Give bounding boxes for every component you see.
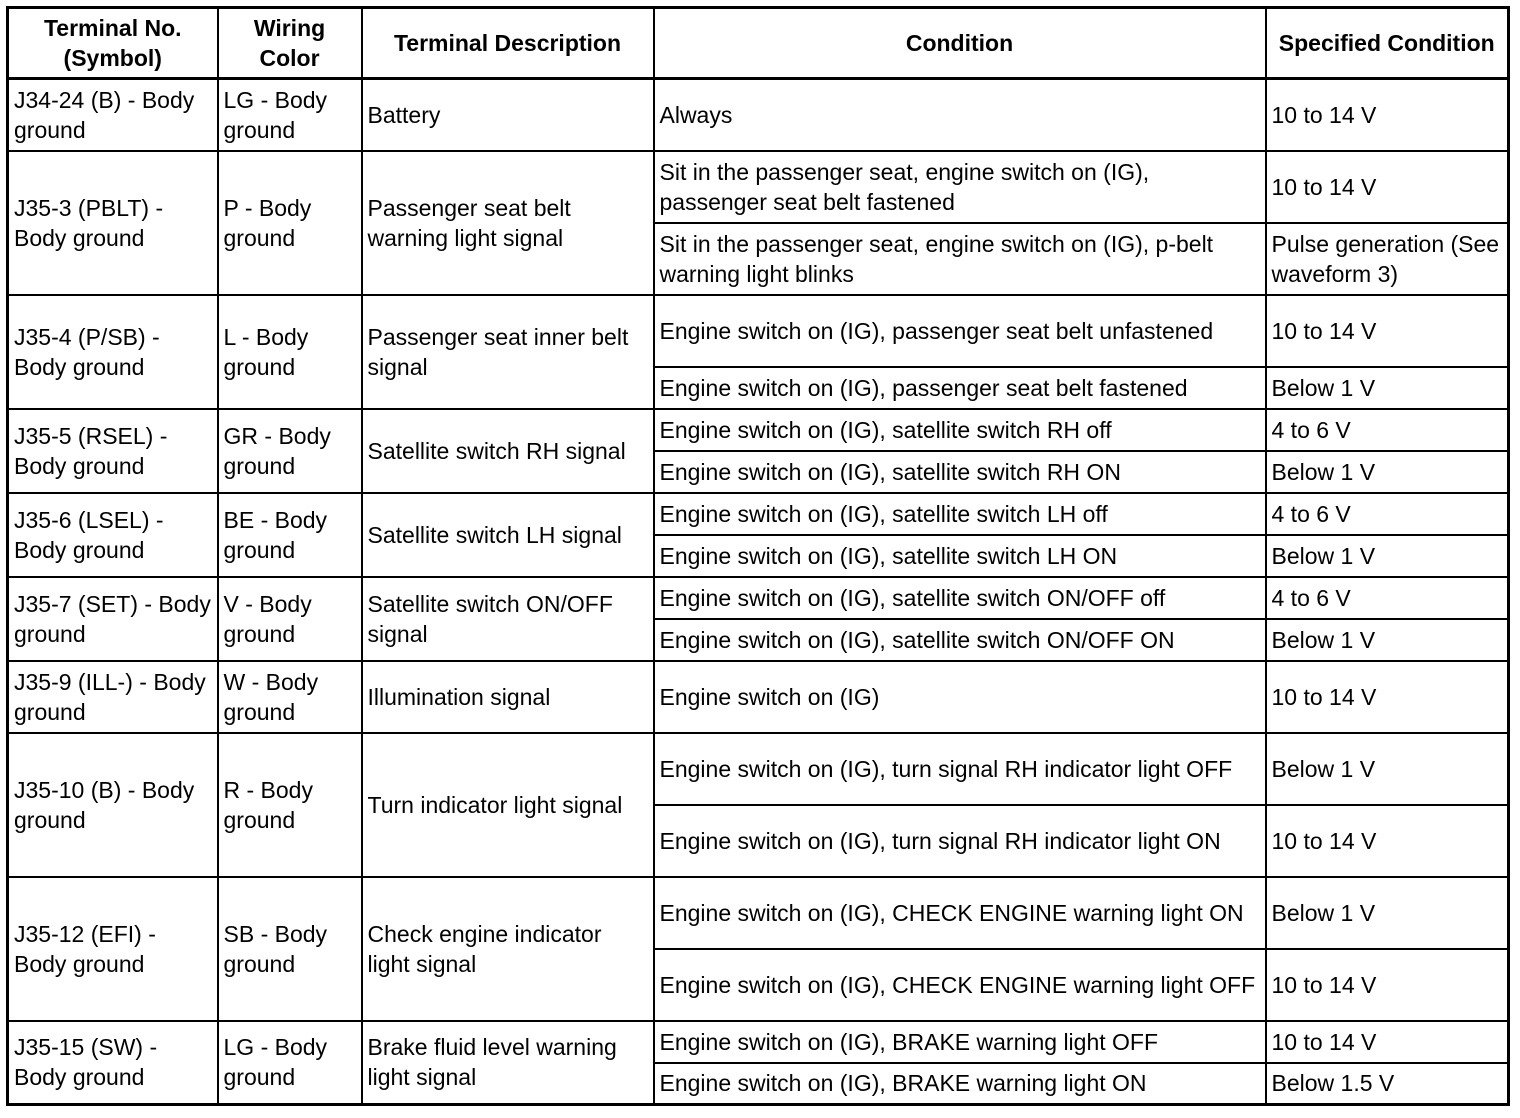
specified-condition-cell: 4 to 6 V <box>1266 577 1509 619</box>
specified-condition-cell: 4 to 6 V <box>1266 493 1509 535</box>
condition-cell: Engine switch on (IG), passenger seat belt unfastened <box>654 295 1266 367</box>
header-specified-condition: Specified Condition <box>1266 8 1509 79</box>
condition-cell: Engine switch on (IG), BRAKE warning light OFF <box>654 1021 1266 1063</box>
specified-condition-cell: 10 to 14 V <box>1266 1021 1509 1063</box>
table-row <box>8 295 1509 367</box>
table-row <box>8 493 1509 535</box>
terminal-description-cell: Turn indicator light signal <box>362 733 654 877</box>
specified-condition-cell: Below 1 V <box>1266 535 1509 577</box>
terminal-description-cell: Satellite switch RH signal <box>362 409 654 493</box>
header-row <box>8 8 1509 79</box>
specified-condition-cell: 10 to 14 V <box>1266 805 1509 877</box>
terminal-description-cell: Illumination signal <box>362 661 654 733</box>
condition-cell: Always <box>654 79 1266 151</box>
terminal-description-cell: Battery <box>362 79 654 151</box>
condition-cell: Sit in the passenger seat, engine switch on (IG), passenger seat belt fastened <box>654 151 1266 223</box>
specified-condition-cell: 10 to 14 V <box>1266 661 1509 733</box>
terminal-description-cell: Satellite switch ON/OFF signal <box>362 577 654 661</box>
specified-condition-cell: Below 1.5 V <box>1266 1063 1509 1105</box>
table-row <box>8 409 1509 451</box>
header-terminal: Terminal No. (Symbol) <box>8 8 218 79</box>
wiring-color-cell: P - Body ground <box>218 151 362 295</box>
terminal-description-cell: Check engine indicator light signal <box>362 877 654 1021</box>
terminal-cell: J35-10 (B) - Body ground <box>8 733 218 877</box>
condition-cell: Engine switch on (IG), turn signal RH indicator light OFF <box>654 733 1266 805</box>
specified-condition-cell: 10 to 14 V <box>1266 79 1509 151</box>
wiring-color-cell: L - Body ground <box>218 295 362 409</box>
specified-condition-cell: Below 1 V <box>1266 451 1509 493</box>
table-row <box>8 79 1509 151</box>
condition-cell: Engine switch on (IG), satellite switch LH off <box>654 493 1266 535</box>
wiring-color-cell: V - Body ground <box>218 577 362 661</box>
terminal-cell: J35-7 (SET) - Body ground <box>8 577 218 661</box>
terminal-description-cell: Passenger seat belt warning light signal <box>362 151 654 295</box>
spec-table-wrapper <box>6 6 1510 1106</box>
terminal-description-cell: Brake fluid level warning light signal <box>362 1021 654 1105</box>
condition-cell: Engine switch on (IG), CHECK ENGINE warning light OFF <box>654 949 1266 1021</box>
wiring-color-cell: LG - Body ground <box>218 1021 362 1105</box>
specified-condition-cell: 4 to 6 V <box>1266 409 1509 451</box>
condition-cell: Engine switch on (IG), satellite switch LH ON <box>654 535 1266 577</box>
table-row <box>8 151 1509 223</box>
terminal-cell: J35-15 (SW) - Body ground <box>8 1021 218 1105</box>
wiring-color-cell: SB - Body ground <box>218 877 362 1021</box>
condition-cell: Engine switch on (IG) <box>654 661 1266 733</box>
specified-condition-cell: Below 1 V <box>1266 367 1509 409</box>
specified-condition-cell: Below 1 V <box>1266 877 1509 949</box>
header-condition: Condition <box>654 8 1266 79</box>
wiring-color-cell: LG - Body ground <box>218 79 362 151</box>
condition-cell: Sit in the passenger seat, engine switch on (IG), p-belt warning light blinks <box>654 223 1266 295</box>
terminal-description-cell: Passenger seat inner belt signal <box>362 295 654 409</box>
terminal-cell: J35-9 (ILL-) - Body ground <box>8 661 218 733</box>
condition-cell: Engine switch on (IG), satellite switch ON/OFF off <box>654 577 1266 619</box>
terminal-cell: J35-12 (EFI) - Body ground <box>8 877 218 1021</box>
specified-condition-cell: Below 1 V <box>1266 619 1509 661</box>
condition-cell: Engine switch on (IG), satellite switch RH off <box>654 409 1266 451</box>
table-row <box>8 661 1509 733</box>
condition-cell: Engine switch on (IG), satellite switch ON/OFF ON <box>654 619 1266 661</box>
wiring-color-cell: W - Body ground <box>218 661 362 733</box>
wiring-color-cell: R - Body ground <box>218 733 362 877</box>
header-wiring-color: Wiring Color <box>218 8 362 79</box>
wiring-color-cell: GR - Body ground <box>218 409 362 493</box>
condition-cell: Engine switch on (IG), CHECK ENGINE warning light ON <box>654 877 1266 949</box>
table-row <box>8 877 1509 949</box>
terminal-description-cell: Satellite switch LH signal <box>362 493 654 577</box>
wiring-color-cell: BE - Body ground <box>218 493 362 577</box>
specified-condition-cell: Below 1 V <box>1266 733 1509 805</box>
specified-condition-cell: 10 to 14 V <box>1266 295 1509 367</box>
specified-condition-cell: 10 to 14 V <box>1266 151 1509 223</box>
terminal-cell: J34-24 (B) - Body ground <box>8 79 218 151</box>
condition-cell: Engine switch on (IG), passenger seat belt fastened <box>654 367 1266 409</box>
condition-cell: Engine switch on (IG), satellite switch RH ON <box>654 451 1266 493</box>
condition-cell: Engine switch on (IG), BRAKE warning light ON <box>654 1063 1266 1105</box>
terminal-spec-table <box>6 6 1510 1106</box>
table-row <box>8 577 1509 619</box>
header-terminal-description: Terminal Description <box>362 8 654 79</box>
terminal-cell: J35-3 (PBLT) - Body ground <box>8 151 218 295</box>
condition-cell: Engine switch on (IG), turn signal RH indicator light ON <box>654 805 1266 877</box>
terminal-cell: J35-5 (RSEL) - Body ground <box>8 409 218 493</box>
terminal-cell: J35-4 (P/SB) - Body ground <box>8 295 218 409</box>
table-row <box>8 733 1509 805</box>
specified-condition-cell: Pulse generation (See waveform 3) <box>1266 223 1509 295</box>
specified-condition-cell: 10 to 14 V <box>1266 949 1509 1021</box>
table-row <box>8 1021 1509 1063</box>
terminal-cell: J35-6 (LSEL) - Body ground <box>8 493 218 577</box>
